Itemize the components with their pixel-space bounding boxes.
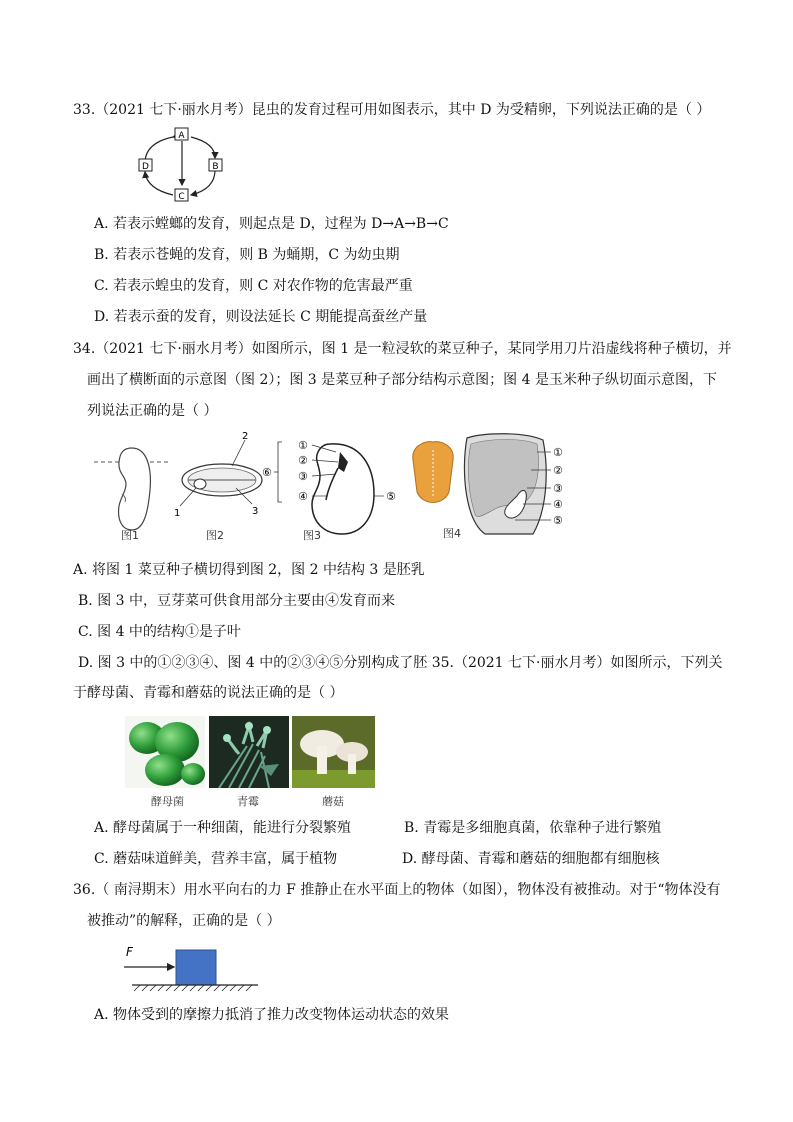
insect-cycle-diagram [135,125,230,205]
q34-option-b[interactable]: B. 图 3 中，豆芽菜可供食用部分主要由④发育而来 [78,593,395,609]
q34-option-c[interactable]: C. 图 4 中的结构①是子叶 [78,624,241,640]
fig3-label-3: ③ [298,470,308,483]
mushroom-photo [292,716,375,788]
q35-option-d[interactable]: D. 酵母菌、青霉和蘑菇的细胞都有细胞核 [402,851,660,867]
label-d: D [142,162,149,172]
caption-mushroom: 蘑菇 [322,795,344,808]
bean-outline [119,448,151,530]
figure-1-bean-seed [92,440,172,540]
q36-stem-line-1: 36.（ 南浔期末）用水平向右的力 F 推静止在水平面上的物体（如图），物体没有被推动。对于“物体没有 [73,882,721,898]
fig4-label-5: ⑤ [553,514,563,527]
q33-option-d[interactable]: D. 若表示蚕的发育，则设法延长 C 期能提高蚕丝产量 [94,309,428,325]
fig4-label-3: ③ [553,482,563,495]
ground-hatching [134,985,252,991]
q35-option-c[interactable]: C. 蘑菇味道鲜美，营养丰富，属于植物 [94,851,338,867]
caption-figure-1: 图1 [121,529,139,542]
figure-3-bean-structure [262,438,412,538]
fig3-label-5: ⑤ [386,490,396,503]
penicillium-photo [209,716,289,788]
force-block-diagram [120,940,260,995]
fig2-label-1: 1 [174,508,181,519]
q34-option-d-and-q35-stem[interactable]: D. 图 3 中的①②③④、图 4 中的②③④⑤分别构成了胚 35.（2021 七下·丽水月考）如图所示，下列关 [78,655,723,671]
label-a: A [178,131,185,141]
block [176,950,216,985]
fig3-label-4: ④ [298,490,308,503]
fig2-label-2: 2 [242,431,249,442]
q35-stem: 于酵母菌、青霉和蘑菇的说法正确的是（ ） [73,685,344,701]
fig4-label-1: ① [553,446,563,459]
fig4-label-2: ② [553,464,563,477]
label-c: C [178,192,185,202]
caption-penicillium: 青霉 [237,795,259,808]
force-label: F [126,945,133,959]
fig3-label-6: ⑥ [262,466,272,479]
q33-stem: 33.（2021 七下·丽水月考）昆虫的发育过程可用如图表示，其中 D 为受精卵，下列说法正确的是（ ） [73,102,711,118]
cycle-arrow-ab [191,137,215,158]
q34-option-a[interactable]: A. 将图 1 菜豆种子横切得到图 2，图 2 中结构 3 是胚乳 [73,562,425,578]
yeast-photo [125,716,205,788]
fig4-label-4: ④ [553,498,563,511]
q33-option-b[interactable]: B. 若表示苍蝇的发育，则 B 为蛹期，C 为幼虫期 [94,247,400,263]
q34-stem-line-1: 34.（2021 七下·丽水月考）如图所示，图 1 是一粒浸软的菜豆种子，某同学用刀片沿虚线将种子横切，并 [73,341,732,357]
figure-4-corn-seed [405,430,570,540]
cycle-arrow-cd [145,172,173,195]
figure-2-cross-section [170,428,270,523]
q35-option-b[interactable]: B. 青霉是多细胞真菌，依靠种子进行繁殖 [404,820,662,836]
embryo-part [194,479,206,489]
q33-option-a[interactable]: A. 若表示螳螂的发育，则起点是 D，过程为 D→A→B→C [94,216,449,232]
caption-figure-4: 图4 [443,527,461,540]
cycle-arrow-bc [191,170,215,195]
label-b: B [212,162,219,172]
fig3-label-2: ② [298,454,308,467]
q36-stem-line-2: 被推动”的解释，正确的是（ ） [87,913,281,929]
caption-figure-3: 图3 [303,529,321,542]
fig2-label-3: 3 [252,506,259,517]
q33-option-c[interactable]: C. 若表示蝗虫的发育，则 C 对农作物的危害最严重 [94,278,413,294]
q34-stem-line-3: 列说法正确的是（ ） [87,403,218,419]
caption-figure-2: 图2 [206,529,224,542]
q36-option-a[interactable]: A. 物体受到的摩擦力抵消了推力改变物体运动状态的效果 [94,1007,450,1023]
fig3-label-1: ① [298,439,308,452]
q34-stem-line-2: 画出了横断面的示意图（图 2）；图 3 是菜豆种子部分结构示意图；图 4 是玉米种子纵切面示意图，下 [87,372,717,388]
caption-yeast: 酵母菌 [151,795,184,808]
q35-option-a[interactable]: A. 酵母菌属于一种细菌，能进行分裂繁殖 [94,820,352,836]
